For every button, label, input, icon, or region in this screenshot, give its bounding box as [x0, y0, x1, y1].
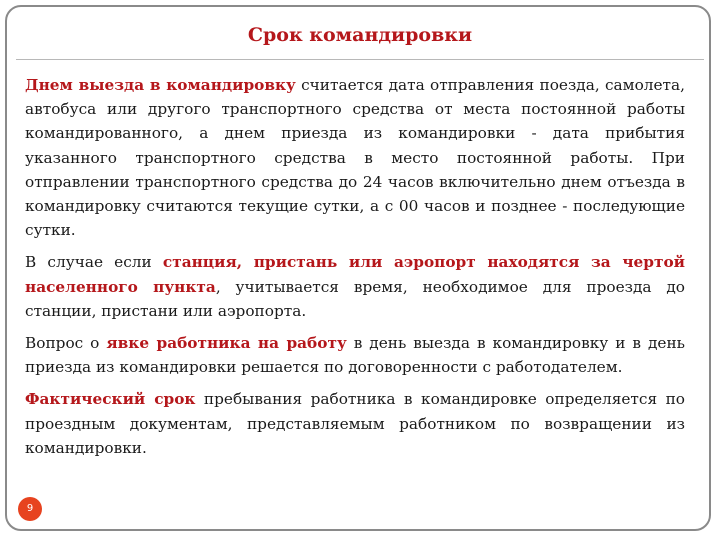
slide-body	[25, 73, 685, 468]
term-attendance: явке работника на работу	[106, 334, 347, 353]
paragraph-text: в день выезда в командировку и в день приезда из командировки решается по договоренности с работодателем.	[25, 334, 685, 377]
slide-title: Срок командировки	[247, 24, 473, 46]
paragraph-text: В случае если	[25, 253, 163, 272]
paragraph-text: Вопрос о	[25, 334, 107, 353]
term-actual-term: Фактический срок	[25, 390, 196, 409]
paragraph-station-outside	[25, 250, 685, 323]
paragraph-actual-term	[25, 387, 685, 460]
paragraph-text: , учитывается время, необходимое для проезда до станции, пристани или аэропорта.	[25, 277, 686, 320]
paragraph-attendance	[25, 331, 685, 379]
paragraph-text: пребывания работника в командировке определяется по проездным документам, представляемым работником по возвращении из командировки.	[25, 390, 685, 457]
term-station-outside: станция, пристань или аэропорт находятся за чертой населенного пункта	[25, 253, 686, 296]
paragraph-text: считается дата отправления поезда, самолета, автобуса или другого транспортного средства от места постоянной работы командированного, а днем приезда из командировки - дата прибытия указанного транспортного средства в место постоянной работы. При отправлении транспортного средства до 24 часов включительно днем отъезда в командировку считаются текущие сутки, а с 00 часов и позднее - последующие сутки.	[25, 76, 685, 240]
title-divider	[16, 59, 704, 60]
term-departure-day: Днем выезда в командировку	[25, 76, 296, 94]
paragraph-departure-day	[25, 73, 685, 242]
page-number-badge: 9	[18, 497, 42, 521]
